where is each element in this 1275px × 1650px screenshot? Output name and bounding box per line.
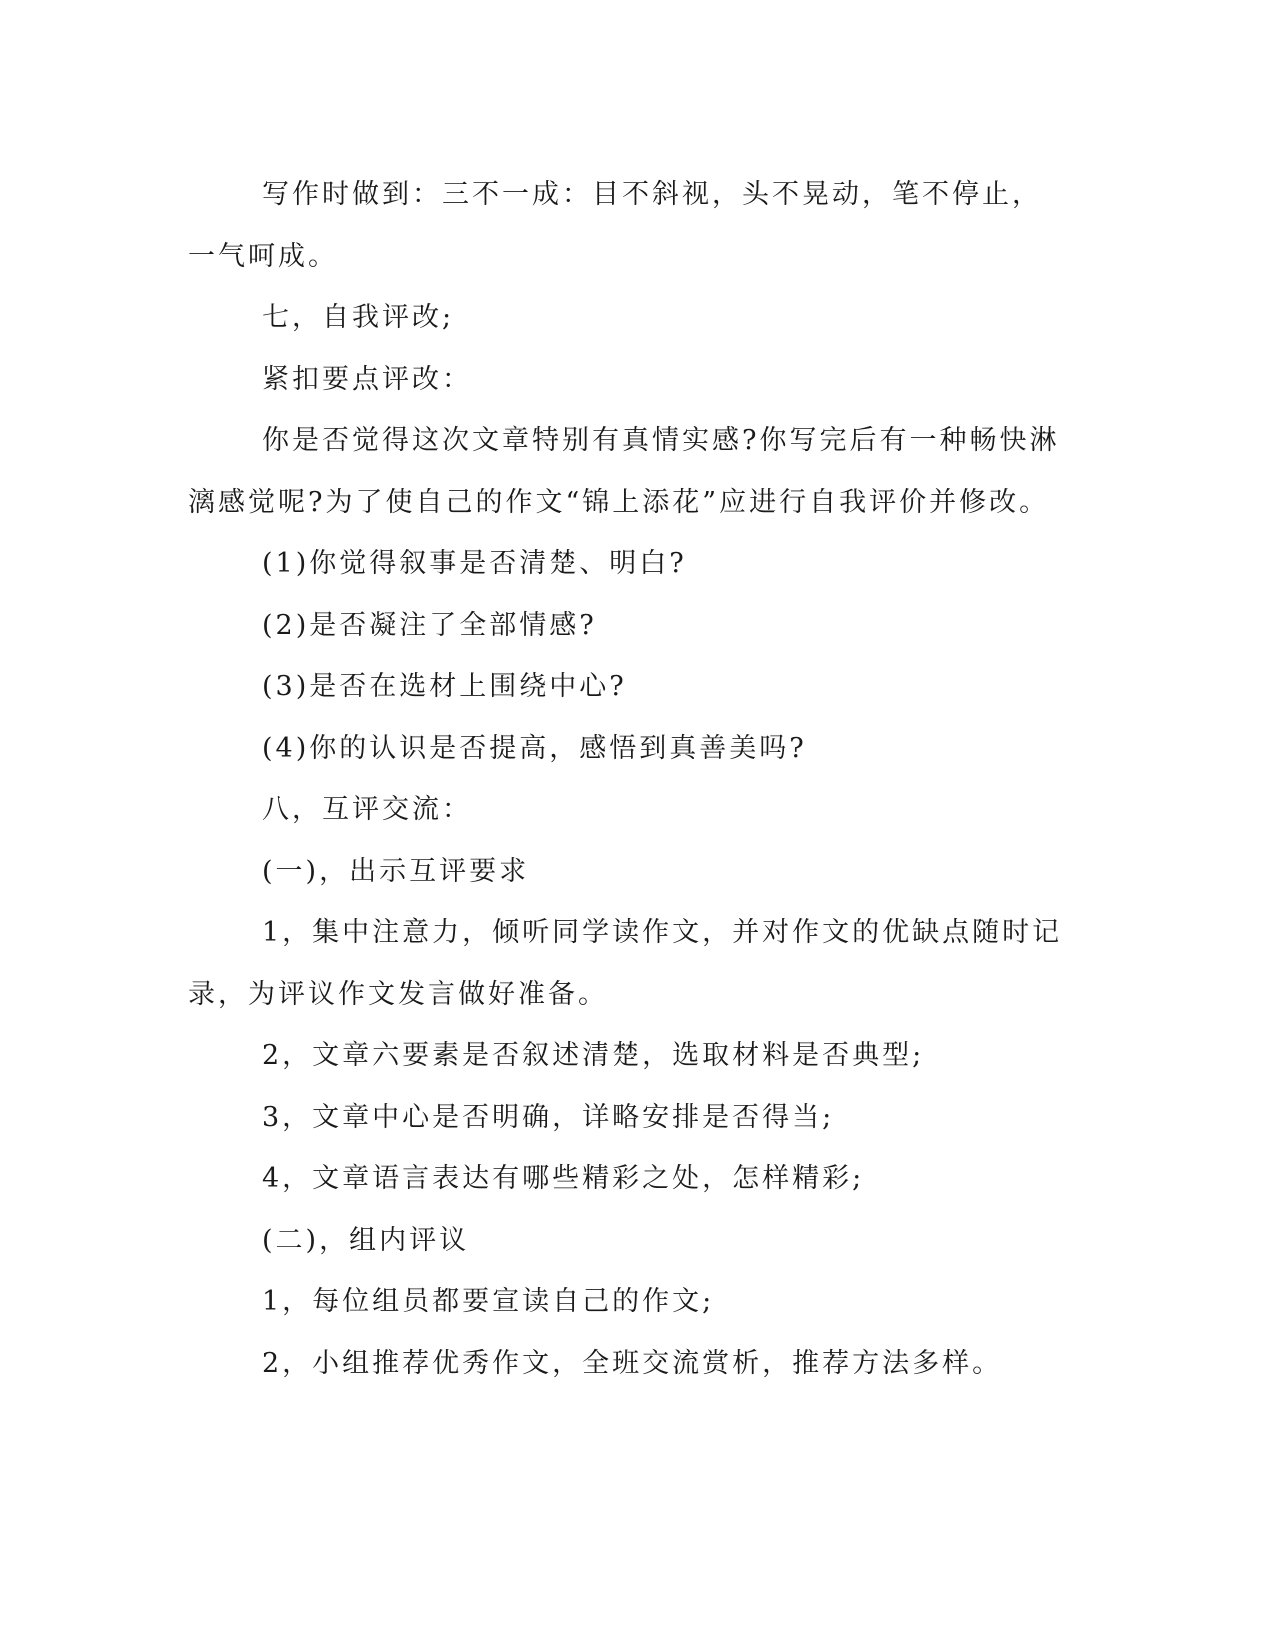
paragraph-self-question: 你是否觉得这次文章特别有真情实感?你写完后有一种畅快淋漓感觉呢?为了使自己的作文“锦上添花”应进行自我评价并修改。 [188, 425, 1060, 518]
list-item-question-3: (3)是否在选材上围绕中心? [262, 671, 627, 702]
list-item-question-4: (4)你的认识是否提高，感悟到真善美吗? [262, 732, 807, 764]
subheading-group-review: (二)，组内评议 [262, 1224, 470, 1256]
list-item-requirement-1: 1，集中注意力，倾听同学读作文，并对作文的优缺点随时记录，为评议作文发言做好准备。 [188, 917, 1063, 1010]
list-item-requirement-4: 4，文章语言表达有哪些精彩之处，怎样精彩; [262, 1163, 865, 1194]
list-item-question-2: (2)是否凝注了全部情感? [262, 609, 597, 641]
list-item-requirement-3: 3，文章中心是否明确，详略安排是否得当; [262, 1101, 835, 1133]
list-item-group-1: 1，每位组员都要宣读自己的作文; [262, 1286, 715, 1317]
paragraph-key-points: 紧扣要点评改： [262, 363, 472, 395]
paragraph-writing-rule: 写作时做到：三不一成：目不斜视，头不晃动，笔不停止，一气呵成。 [188, 179, 1042, 272]
heading-self-revision: 七，自我评改; [262, 302, 455, 333]
list-item-question-1: (1)你觉得叙事是否清楚、明白? [262, 548, 687, 579]
list-item-group-2: 2，小组推荐优秀作文，全班交流赏析，推荐方法多样。 [262, 1347, 1003, 1379]
document-body [188, 164, 1068, 1394]
list-item-requirement-2: 2，文章六要素是否叙述清楚，选取材料是否典型; [262, 1040, 925, 1071]
subheading-review-requirements: (一)，出示互评要求 [262, 855, 530, 887]
heading-peer-review: 八，互评交流： [262, 794, 472, 825]
